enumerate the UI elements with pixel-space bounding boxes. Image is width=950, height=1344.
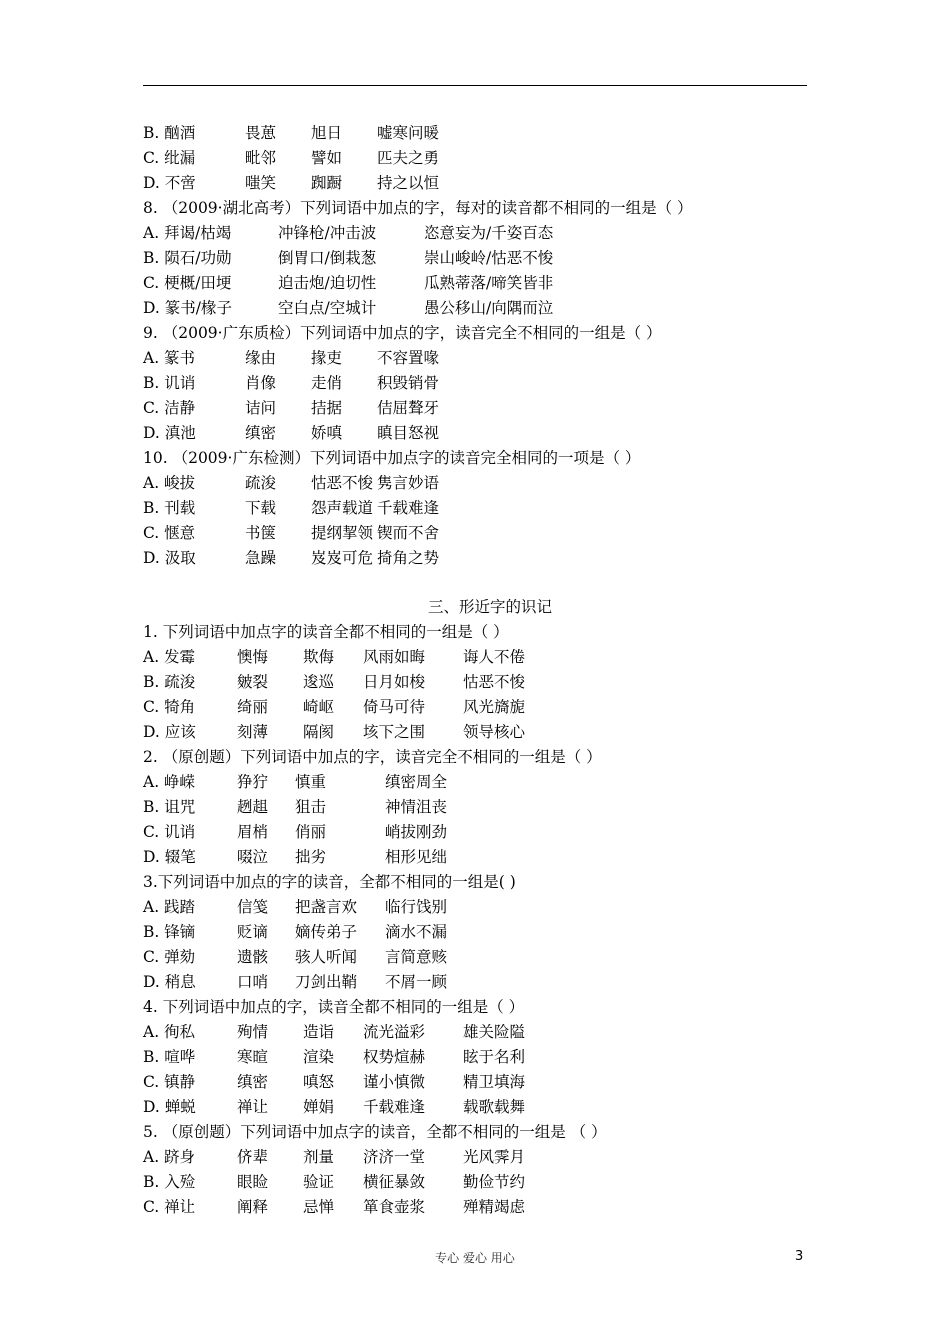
option-line xyxy=(143,895,807,920)
spacer xyxy=(143,571,807,595)
option-first-term: C. 纰漏 xyxy=(143,149,196,167)
option-term: 毗邻 xyxy=(245,149,277,167)
option-term: 诲人不倦 xyxy=(463,648,526,666)
option-term: 验证 xyxy=(303,1173,335,1191)
option-first-term: B. 喧哗 xyxy=(143,1048,196,1066)
option-term: 眩于名利 xyxy=(463,1048,526,1066)
option-line xyxy=(143,795,807,820)
option-term: 眼睑 xyxy=(237,1173,269,1191)
question-text: 1. 下列词语中加点字的读音全都不相同的一组是（ ） xyxy=(143,623,509,641)
option-first-term: C. 禅让 xyxy=(143,1198,196,1216)
option-term: 瞋目怒视 xyxy=(377,424,440,442)
option-line xyxy=(143,121,807,146)
option-line xyxy=(143,221,807,246)
option-term: 掎角之势 xyxy=(377,549,440,567)
question-line xyxy=(143,196,807,221)
option-term: 济济一堂 xyxy=(363,1148,426,1166)
option-term: 缘由 xyxy=(245,349,277,367)
option-line xyxy=(143,1095,807,1120)
option-term: 拮据 xyxy=(311,399,343,417)
page-number: 3 xyxy=(795,1249,804,1264)
option-term: 欺侮 xyxy=(303,648,335,666)
option-term: 把盏言欢 xyxy=(295,898,358,916)
option-term: 踟蹰 xyxy=(311,174,343,192)
option-term: 娇嗔 xyxy=(311,424,343,442)
option-term: 倚马可待 xyxy=(363,698,426,716)
option-term: 权势煊赫 xyxy=(363,1048,426,1066)
option-line xyxy=(143,1195,807,1220)
option-term: 横征暴敛 xyxy=(363,1173,426,1191)
option-term: 提纲挈领 xyxy=(311,524,374,542)
question-text: 2. （原创题）下列词语中加点的字，读音完全不相同的一组是（ ） xyxy=(143,748,602,766)
option-term: 持之以恒 xyxy=(377,174,440,192)
option-first-term: C. 犄角 xyxy=(143,698,196,716)
option-term: 殉情 xyxy=(237,1023,269,1041)
option-term: 领导核心 xyxy=(463,723,526,741)
option-term: 千载难逢 xyxy=(377,499,440,517)
option-first-term: D. 不啻 xyxy=(143,174,196,192)
option-first-term: A. 践踏 xyxy=(143,898,196,916)
option-term: 言简意赅 xyxy=(385,948,448,966)
option-first-term: B. 锋镝 xyxy=(143,923,196,941)
option-term: 信笺 xyxy=(237,898,269,916)
option-term: 佶屈聱牙 xyxy=(377,399,440,417)
question-line xyxy=(143,745,807,770)
option-first-term: D. 应该 xyxy=(143,723,196,741)
option-line xyxy=(143,770,807,795)
option-term: 嗔怒 xyxy=(303,1073,335,1091)
option-line xyxy=(143,1020,807,1045)
option-line xyxy=(143,970,807,995)
option-term: 岌岌可危 xyxy=(311,549,374,567)
option-first-term: B. 入殓 xyxy=(143,1173,196,1191)
document-body xyxy=(143,121,807,1220)
option-term: 譬如 xyxy=(311,149,343,167)
question-line xyxy=(143,1120,807,1145)
option-first-term: A. 徇私 xyxy=(143,1023,196,1041)
option-term: 狙击 xyxy=(295,798,327,816)
option-term: 箪食壶浆 xyxy=(363,1198,426,1216)
option-term: 崇山峻岭/怙恶不悛 xyxy=(424,249,554,267)
option-line xyxy=(143,521,807,546)
option-term: 嫡传弟子 xyxy=(295,923,358,941)
option-first-term: A. 拜谒/枯竭 xyxy=(143,224,232,242)
option-term: 精卫填海 xyxy=(463,1073,526,1091)
option-term: 缜密 xyxy=(237,1073,269,1091)
option-line xyxy=(143,845,807,870)
option-term: 匹夫之勇 xyxy=(377,149,440,167)
option-term: 相形见绌 xyxy=(385,848,448,866)
option-term: 诘问 xyxy=(245,399,277,417)
option-term: 迫击炮/迫切性 xyxy=(278,274,377,292)
header-rule xyxy=(143,85,807,86)
option-term: 勤俭节约 xyxy=(463,1173,526,1191)
option-term: 皴裂 xyxy=(237,673,269,691)
option-term: 崎岖 xyxy=(303,698,335,716)
option-line xyxy=(143,421,807,446)
option-term: 光风霁月 xyxy=(463,1148,526,1166)
option-term: 嗤笑 xyxy=(245,174,277,192)
option-term: 隽言妙语 xyxy=(377,474,440,492)
option-line xyxy=(143,296,807,321)
option-term: 剂量 xyxy=(303,1148,335,1166)
option-term: 怨声载道 xyxy=(311,499,374,517)
option-term: 眉梢 xyxy=(237,823,269,841)
question-line xyxy=(143,995,807,1020)
option-first-term: B. 疏浚 xyxy=(143,673,196,691)
option-term: 禅让 xyxy=(237,1098,269,1116)
option-first-term: D. 篆书/椽子 xyxy=(143,299,232,317)
option-first-term: B. 陨石/功勋 xyxy=(143,249,232,267)
option-first-term: D. 蝉蜕 xyxy=(143,1098,196,1116)
option-first-term: C. 惬意 xyxy=(143,524,196,542)
option-term: 忌惮 xyxy=(303,1198,335,1216)
question-line xyxy=(143,446,807,471)
page-footer: 专心 爱心 用心 xyxy=(435,1251,515,1265)
option-term: 啜泣 xyxy=(237,848,269,866)
option-term: 怙恶不悛 xyxy=(463,673,526,691)
option-line xyxy=(143,371,807,396)
option-first-term: D. 汲取 xyxy=(143,549,196,567)
option-term: 锲而不舍 xyxy=(377,524,440,542)
option-term: 不容置喙 xyxy=(377,349,440,367)
option-term: 口哨 xyxy=(237,973,269,991)
option-term: 急躁 xyxy=(245,549,277,567)
option-term: 瓜熟蒂落/啼笑皆非 xyxy=(424,274,554,292)
option-term: 书箧 xyxy=(245,524,277,542)
question-line xyxy=(143,620,807,645)
option-line xyxy=(143,271,807,296)
option-line xyxy=(143,1070,807,1095)
option-term: 狰狞 xyxy=(237,773,269,791)
option-term: 风光旖旎 xyxy=(463,698,526,716)
option-term: 滴水不漏 xyxy=(385,923,448,941)
option-line xyxy=(143,695,807,720)
option-term: 旭日 xyxy=(311,124,343,142)
option-term: 婵娟 xyxy=(303,1098,335,1116)
option-term: 懊悔 xyxy=(237,648,269,666)
option-term: 拙劣 xyxy=(295,848,327,866)
option-line xyxy=(143,346,807,371)
option-line xyxy=(143,146,807,171)
option-term: 隔阂 xyxy=(303,723,335,741)
option-line xyxy=(143,645,807,670)
option-first-term: C. 洁静 xyxy=(143,399,196,417)
question-text: 8. （2009·湖北高考）下列词语中加点的字，每对的读音都不相同的一组是（ ） xyxy=(143,199,693,217)
option-term: 风雨如晦 xyxy=(363,648,426,666)
option-line xyxy=(143,720,807,745)
option-term: 谨小慎微 xyxy=(363,1073,426,1091)
option-term: 垓下之围 xyxy=(363,723,426,741)
option-line xyxy=(143,920,807,945)
option-term: 缜密周全 xyxy=(385,773,448,791)
option-term: 渲染 xyxy=(303,1048,335,1066)
question-text: 3.下列词语中加点的字的读音，全都不相同的一组是( ) xyxy=(143,873,516,891)
option-first-term: A. 峻拔 xyxy=(143,474,196,492)
option-term: 绮丽 xyxy=(237,698,269,716)
option-first-term: B. 刊载 xyxy=(143,499,196,517)
option-term: 疏浚 xyxy=(245,474,277,492)
option-line xyxy=(143,945,807,970)
option-term: 畏葸 xyxy=(245,124,277,142)
option-term: 下载 xyxy=(245,499,277,517)
option-term: 临行饯别 xyxy=(385,898,448,916)
option-term: 空白点/空城计 xyxy=(278,299,377,317)
option-term: 不屑一顾 xyxy=(385,973,448,991)
option-line xyxy=(143,496,807,521)
option-term: 峭拔刚劲 xyxy=(385,823,448,841)
option-term: 流光溢彩 xyxy=(363,1023,426,1041)
option-line xyxy=(143,471,807,496)
option-term: 贬谪 xyxy=(237,923,269,941)
question-line xyxy=(143,870,807,895)
option-term: 冲锋枪/冲击波 xyxy=(278,224,377,242)
option-term: 阐释 xyxy=(237,1198,269,1216)
option-term: 刻薄 xyxy=(237,723,269,741)
option-line xyxy=(143,171,807,196)
option-first-term: B. 酗酒 xyxy=(143,124,196,142)
option-first-term: C. 弹劾 xyxy=(143,948,196,966)
option-term: 肖像 xyxy=(245,374,277,392)
option-first-term: A. 跻身 xyxy=(143,1148,196,1166)
option-term: 侪辈 xyxy=(237,1148,269,1166)
option-first-term: C. 镇静 xyxy=(143,1073,196,1091)
option-term: 倒胃口/倒栽葱 xyxy=(278,249,377,267)
option-term: 俏丽 xyxy=(295,823,327,841)
option-term: 寒暄 xyxy=(237,1048,269,1066)
option-first-term: A. 峥嵘 xyxy=(143,773,196,791)
option-term: 逡巡 xyxy=(303,673,335,691)
question-text: 10. （2009·广东检测）下列词语中加点字的读音完全相同的一项是（ ） xyxy=(143,449,641,467)
option-term: 千载难逢 xyxy=(363,1098,426,1116)
option-first-term: D. 稍息 xyxy=(143,973,196,991)
option-line xyxy=(143,670,807,695)
question-text: 5. （原创题）下列词语中加点字的读音，全都不相同的一组是 （ ） xyxy=(143,1123,607,1141)
option-term: 恣意妄为/千姿百态 xyxy=(424,224,554,242)
option-term: 骇人听闻 xyxy=(295,948,358,966)
option-term: 愚公移山/向隅而泣 xyxy=(424,299,554,317)
option-term: 走俏 xyxy=(311,374,343,392)
option-line xyxy=(143,1145,807,1170)
option-first-term: D. 辍笔 xyxy=(143,848,196,866)
option-term: 日月如梭 xyxy=(363,673,426,691)
option-term: 嘘寒问暖 xyxy=(377,124,440,142)
option-first-term: B. 诅咒 xyxy=(143,798,196,816)
option-line xyxy=(143,546,807,571)
section-heading: 三、形近字的识记 xyxy=(427,598,552,616)
option-first-term: B. 讥诮 xyxy=(143,374,196,392)
option-term: 神情沮丧 xyxy=(385,798,448,816)
question-text: 4. 下列词语中加点的字，读音全都不相同的一组是（ ） xyxy=(143,998,525,1016)
option-term: 刀剑出鞘 xyxy=(295,973,358,991)
option-term: 慎重 xyxy=(295,773,327,791)
option-first-term: D. 滇池 xyxy=(143,424,196,442)
option-term: 掾吏 xyxy=(311,349,343,367)
option-term: 趔趄 xyxy=(237,798,269,816)
question-text: 9. （2009·广东质检）下列词语中加点的字，读音完全不相同的一组是（ ） xyxy=(143,324,662,342)
option-first-term: A. 篆书 xyxy=(143,349,196,367)
option-line xyxy=(143,246,807,271)
option-term: 雄关险隘 xyxy=(463,1023,526,1041)
option-term: 积毁销骨 xyxy=(377,374,440,392)
option-line xyxy=(143,1170,807,1195)
option-term: 殚精竭虑 xyxy=(463,1198,526,1216)
option-line xyxy=(143,1045,807,1070)
option-term: 缜密 xyxy=(245,424,277,442)
option-term: 怙恶不悛 xyxy=(311,474,374,492)
option-term: 载歌载舞 xyxy=(463,1098,526,1116)
option-line xyxy=(143,396,807,421)
option-line xyxy=(143,820,807,845)
question-line xyxy=(143,321,807,346)
option-term: 造诣 xyxy=(303,1023,335,1041)
option-first-term: A. 发霉 xyxy=(143,648,196,666)
option-first-term: C. 讥诮 xyxy=(143,823,196,841)
option-first-term: C. 梗概/田埂 xyxy=(143,274,232,292)
option-term: 遗骸 xyxy=(237,948,269,966)
